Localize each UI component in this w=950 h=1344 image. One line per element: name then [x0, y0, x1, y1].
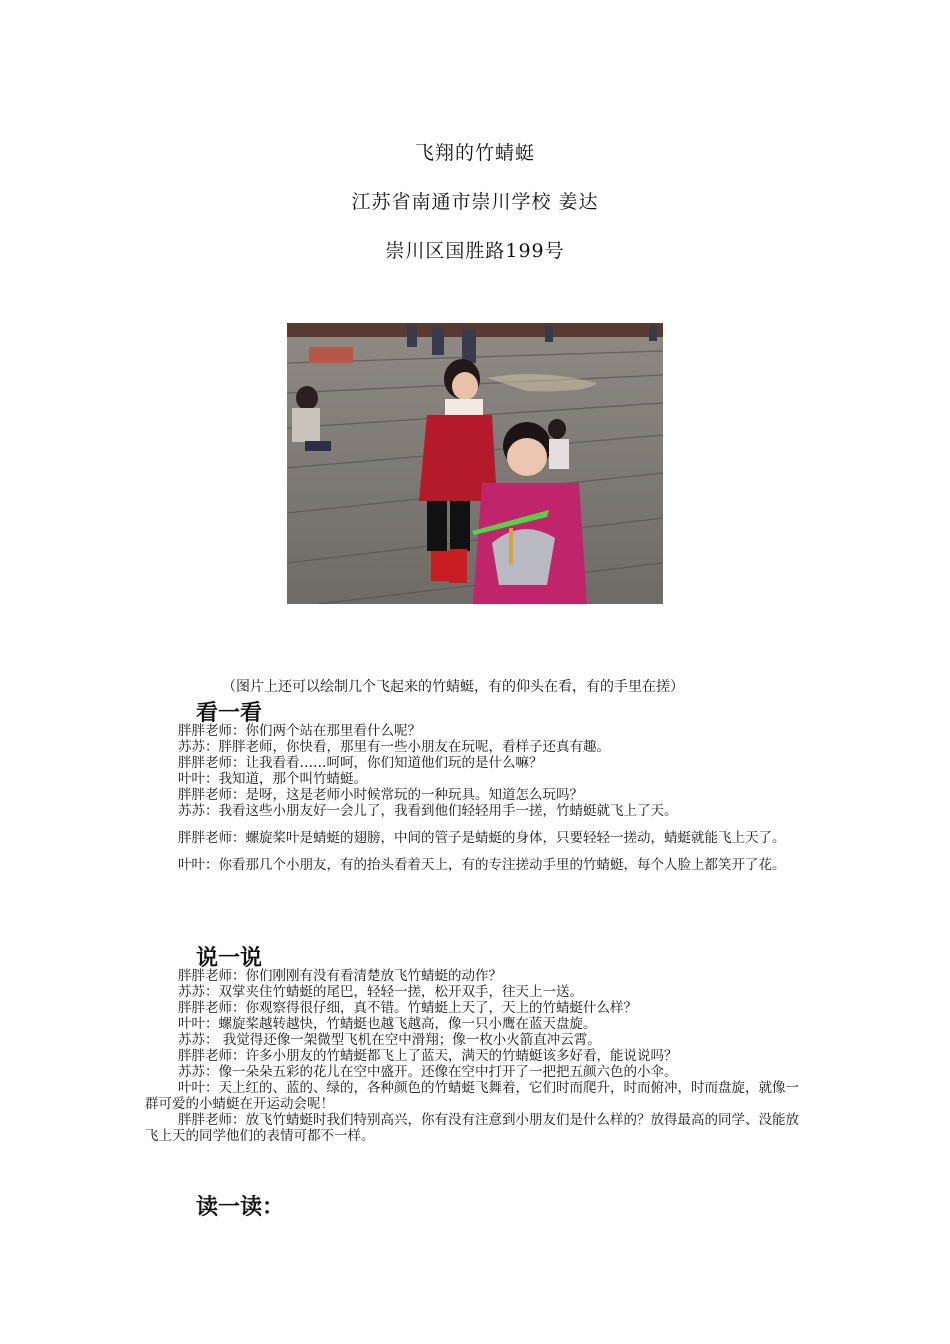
photo-caption: （图片上还可以绘制几个飞起来的竹蜻蜓，有的仰头在看，有的手里在搓） [222, 679, 684, 695]
dialogue-line: 胖胖老师：你们两个站在那里看什么呢？ [178, 723, 421, 739]
dialogue-line: 苏苏：我看这些小朋友好一会儿了，我看到他们轻轻用手一搓，竹蜻蜓就飞上了天。 [178, 803, 678, 819]
dialogue-line: 胖胖老师：是呀，这是老师小时候常玩的一种玩具。知道怎么玩吗？ [178, 787, 583, 803]
address-line: 崇川区国胜路199号 [385, 240, 565, 262]
author-line: 江苏省南通市崇川学校 姜达 [351, 191, 599, 213]
dialogue-line: 苏苏：像一朵朵五彩的花儿在空中盛开。还像在空中打开了一把把五颜六色的小伞。 [178, 1064, 678, 1080]
document-title: 飞翔的竹蜻蜓 [414, 142, 535, 164]
section-heading-look: 看一看 [196, 700, 263, 726]
dialogue-line: 苏苏：双掌夹住竹蜻蜓的尾巴，轻轻一搓，松开双手，往天上一送。 [178, 984, 583, 1000]
dialogue-line: 胖胖老师：你观察得很仔细，真不错。竹蜻蜓上天了，天上的竹蜻蜓什么样？ [178, 1000, 637, 1016]
section-heading-say: 说一说 [196, 945, 263, 971]
photo-illustration [287, 323, 663, 604]
dialogue-line: 叶叶：我知道，那个叫竹蜻蜓。 [178, 771, 367, 787]
dialogue-line: 胖胖老师：让我看看……呵呵，你们知道他们玩的是什么嘛？ [178, 755, 543, 771]
dialogue-line: 叶叶：你看那几个小朋友，有的抬头看着天上，有的专注搓动手里的竹蜻蜓，每个人脸上都笑开了花。 [178, 857, 786, 873]
dialogue-line: 胖胖老师：许多小朋友的竹蜻蜓都飞上了蓝天，满天的竹蜻蜓该多好看，能说说吗？ [178, 1048, 678, 1064]
section-heading-read: 读一读： [196, 1194, 285, 1220]
dialogue-line: 叶叶：天上红的、蓝的、绿的，各种颜色的竹蜻蜓飞舞着，它们时而爬升，时而俯冲，时而盘旋，就像一群可爱的小蜻蜓在开运动会呢！ [145, 1080, 799, 1112]
section-look-body [145, 723, 809, 873]
children-photo [287, 323, 663, 604]
dialogue-line: 苏苏：胖胖老师，你快看，那里有一些小朋友在玩呢，看样子还真有趣。 [178, 739, 610, 755]
dialogue-line: 胖胖老师：你们刚刚有没有看清楚放飞竹蜻蜓的动作？ [178, 968, 502, 984]
section-say-body [145, 968, 809, 1144]
dialogue-line: 胖胖老师：放飞竹蜻蜓时我们特别高兴，你有没有注意到小朋友们是什么样的？放得最高的同学、没能放飞上天的同学他们的表情可都不一样。 [145, 1112, 799, 1144]
dialogue-line: 胖胖老师：螺旋桨叶是蜻蜓的翅膀，中间的管子是蜻蜓的身体，只要轻轻一搓动，蜻蜓就能飞上天了。 [178, 830, 786, 846]
dialogue-line: 叶叶：螺旋桨越转越快，竹蜻蜓也越飞越高，像一只小鹰在蓝天盘旋。 [178, 1016, 597, 1032]
dialogue-line: 苏苏： 我觉得还像一架微型飞机在空中滑翔；像一枚小火箭直冲云霄。 [178, 1032, 601, 1048]
